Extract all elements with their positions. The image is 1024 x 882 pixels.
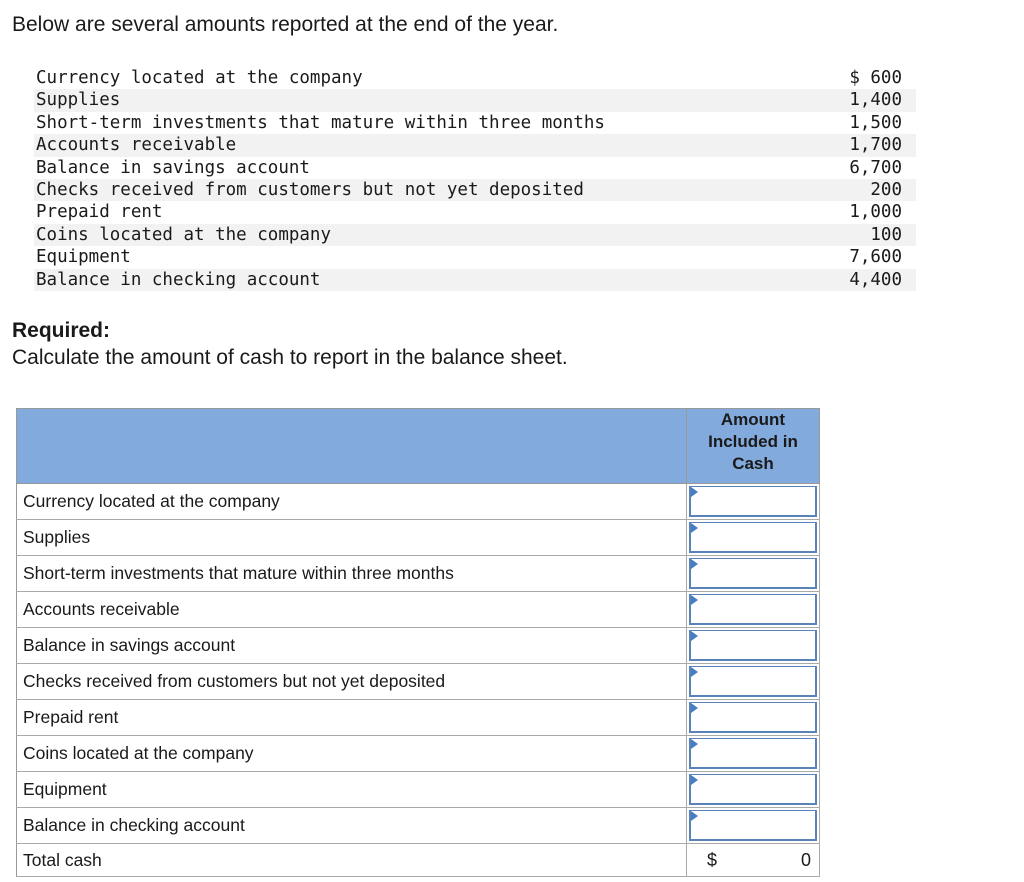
row-label: Prepaid rent bbox=[17, 700, 687, 736]
triangle-marker-icon bbox=[691, 667, 698, 677]
amount-input[interactable] bbox=[691, 811, 815, 839]
list-item bbox=[34, 224, 916, 246]
table-row bbox=[17, 664, 820, 700]
amount-input[interactable] bbox=[691, 703, 815, 731]
list-item bbox=[34, 201, 916, 223]
amounts-list bbox=[34, 67, 916, 291]
list-item bbox=[34, 179, 916, 201]
table-row bbox=[17, 592, 820, 628]
row-label: Currency located at the company bbox=[17, 484, 687, 520]
total-cell bbox=[687, 844, 820, 877]
table-row bbox=[17, 736, 820, 772]
amount-value: 100 bbox=[870, 224, 902, 245]
amount-input[interactable] bbox=[691, 487, 815, 515]
required-heading: Required: bbox=[12, 319, 111, 342]
amount-label: Accounts receivable bbox=[36, 135, 237, 156]
triangle-marker-icon bbox=[691, 775, 698, 785]
list-item bbox=[34, 67, 916, 89]
row-label: Checks received from customers but not yet deposited bbox=[17, 664, 687, 700]
amount-value: 1,000 bbox=[849, 202, 902, 223]
triangle-marker-icon bbox=[691, 559, 698, 569]
amount-label: Checks received from customers but not yet deposited bbox=[36, 179, 584, 200]
amount-label: Equipment bbox=[36, 247, 131, 268]
amount-value: 200 bbox=[870, 179, 902, 200]
table-row bbox=[17, 484, 820, 520]
amount-label: Supplies bbox=[36, 90, 121, 111]
amount-input-box[interactable] bbox=[689, 774, 817, 805]
amount-input-box[interactable] bbox=[689, 630, 817, 661]
amount-input-box[interactable] bbox=[689, 810, 817, 841]
table-row bbox=[17, 772, 820, 808]
amount-input[interactable] bbox=[691, 523, 815, 551]
table-row bbox=[17, 808, 820, 844]
list-item bbox=[34, 157, 916, 179]
table-row bbox=[17, 556, 820, 592]
list-item bbox=[34, 246, 916, 268]
amount-input[interactable] bbox=[691, 631, 815, 659]
row-label: Balance in checking account bbox=[17, 808, 687, 844]
triangle-marker-icon bbox=[691, 487, 698, 497]
row-label: Coins located at the company bbox=[17, 736, 687, 772]
row-label: Balance in savings account bbox=[17, 628, 687, 664]
triangle-marker-icon bbox=[691, 595, 698, 605]
list-item bbox=[34, 89, 916, 111]
amount-value: 6,700 bbox=[849, 157, 902, 178]
list-item bbox=[34, 112, 916, 134]
amount-input-box[interactable] bbox=[689, 738, 817, 769]
amount-label: Short-term investments that mature within three months bbox=[36, 112, 605, 133]
total-row bbox=[17, 844, 820, 877]
amount-value: 1,500 bbox=[849, 112, 902, 133]
total-value: 0 bbox=[800, 849, 811, 870]
amount-input[interactable] bbox=[691, 667, 815, 695]
cash-table bbox=[16, 408, 820, 877]
table-row bbox=[17, 520, 820, 556]
row-label: Accounts receivable bbox=[17, 592, 687, 628]
amount-label: Balance in checking account bbox=[36, 269, 321, 290]
amount-value: $ 600 bbox=[849, 68, 902, 88]
table-row bbox=[17, 700, 820, 736]
list-item bbox=[34, 269, 916, 291]
amount-input-box[interactable] bbox=[689, 702, 817, 733]
amount-input[interactable] bbox=[691, 775, 815, 803]
amount-input-box[interactable] bbox=[689, 486, 817, 517]
amount-input[interactable] bbox=[691, 559, 815, 587]
total-label: Total cash bbox=[17, 844, 687, 877]
row-label: Supplies bbox=[17, 520, 687, 556]
triangle-marker-icon bbox=[691, 811, 698, 821]
triangle-marker-icon bbox=[691, 523, 698, 533]
amount-label: Balance in savings account bbox=[36, 157, 310, 178]
amount-label: Currency located at the company bbox=[36, 68, 363, 88]
triangle-marker-icon bbox=[691, 739, 698, 749]
amount-input[interactable] bbox=[691, 739, 815, 767]
intro-text: Below are several amounts reported at the end of the year. bbox=[12, 13, 559, 36]
amount-input-box[interactable] bbox=[689, 558, 817, 589]
header-label-cell bbox=[17, 409, 687, 484]
total-currency: $ bbox=[707, 849, 718, 870]
table-row bbox=[17, 628, 820, 664]
amount-input[interactable] bbox=[691, 595, 815, 623]
amount-input-box[interactable] bbox=[689, 522, 817, 553]
list-item bbox=[34, 134, 916, 156]
amount-value: 1,400 bbox=[849, 90, 902, 111]
row-label: Short-term investments that mature within three months bbox=[17, 556, 687, 592]
header-amount: Amount Included in Cash bbox=[687, 409, 820, 484]
amount-input-box[interactable] bbox=[689, 666, 817, 697]
amount-value: 7,600 bbox=[849, 247, 902, 268]
amount-value: 1,700 bbox=[849, 135, 902, 156]
row-label: Equipment bbox=[17, 772, 687, 808]
table-header-row bbox=[17, 409, 820, 484]
required-text: Calculate the amount of cash to report in the balance sheet. bbox=[12, 346, 568, 369]
amount-value: 4,400 bbox=[849, 269, 902, 290]
amount-label: Coins located at the company bbox=[36, 224, 332, 245]
amount-label: Prepaid rent bbox=[36, 202, 163, 223]
triangle-marker-icon bbox=[691, 631, 698, 641]
triangle-marker-icon bbox=[691, 703, 698, 713]
amount-input-box[interactable] bbox=[689, 594, 817, 625]
